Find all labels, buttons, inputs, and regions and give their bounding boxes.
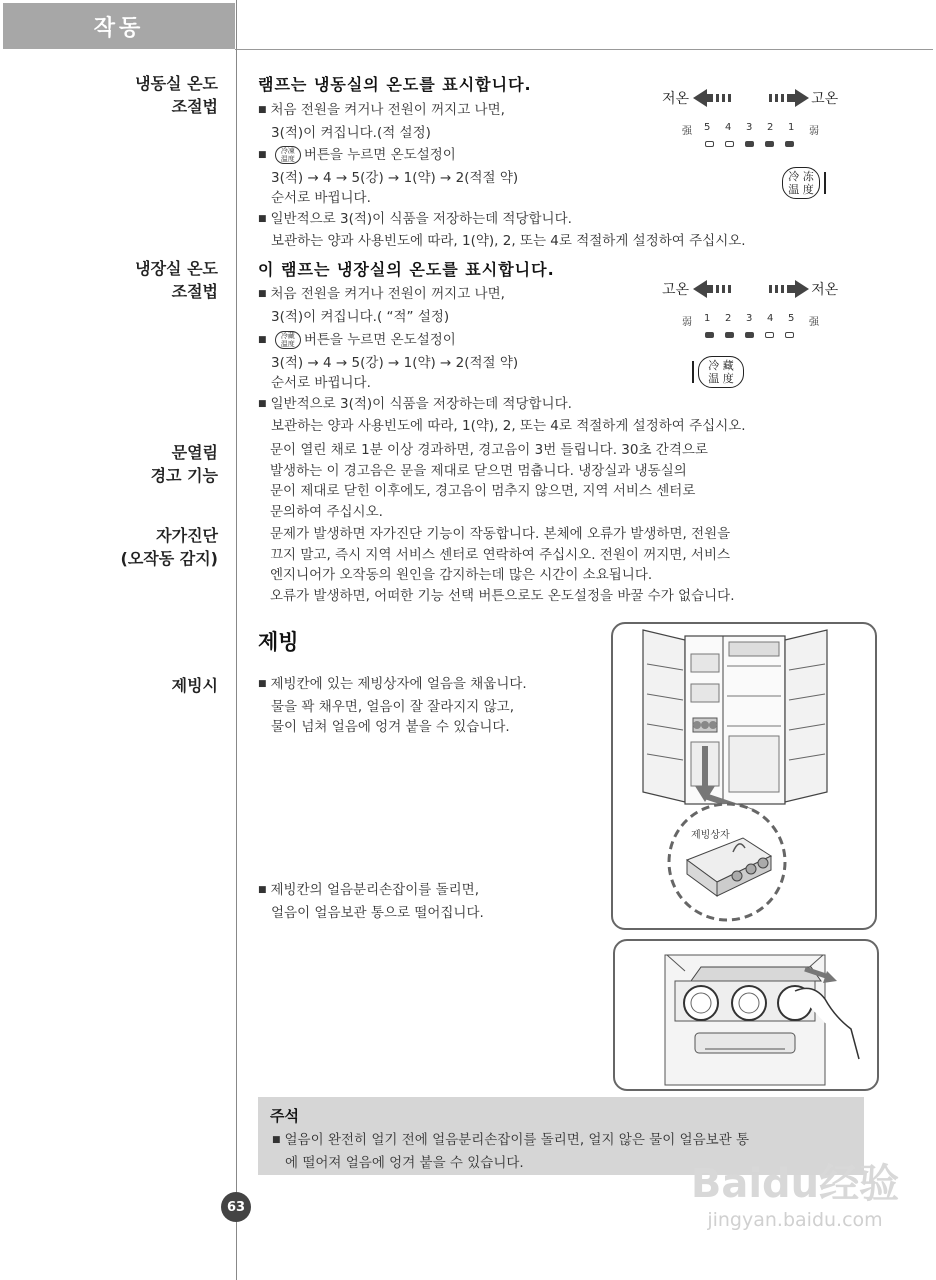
scale-label: 5 xyxy=(704,122,711,133)
door-alarm-line: 문이 열린 채로 1분 이상 경과하면, 경고음이 3번 들립니다. 30초 간격으로 xyxy=(270,442,708,458)
scale-label: 3 xyxy=(746,313,753,324)
self-diag-text xyxy=(270,524,735,606)
self-diag-label-1: 자가진단 xyxy=(156,526,218,545)
self-diag-side-label xyxy=(121,524,218,570)
lamp-off xyxy=(725,141,734,147)
self-diag-line: 오류가 발생하면, 어떠한 기능 선택 버튼으로도 온도설정을 바꿀 수가 없습니다. xyxy=(270,587,735,604)
fridge-line1b: 3(적)이 켜집니다.( “적” 설정) xyxy=(271,308,450,325)
freezer-side-label-1: 냉동실 온도 xyxy=(135,74,218,93)
section-tab: 작동 xyxy=(3,3,235,49)
watermark-brand: Baidu经验 xyxy=(690,1161,900,1207)
fridge-title: 이 램프는 냉장실의 온도를 표시합니다. xyxy=(258,260,555,279)
freezer-indicator-bar xyxy=(824,172,826,194)
freezer-title: 램프는 냉동실의 온도를 표시합니다. xyxy=(258,75,532,94)
door-alarm-side-label xyxy=(151,441,218,487)
lamp-on xyxy=(705,332,714,338)
ice-para2 xyxy=(258,880,484,923)
freezer-high-label: 고온 xyxy=(811,91,839,107)
scale-label: 弱 xyxy=(809,126,819,137)
fridge-sequence: 3(적) → 4 → 5(강) → 1(약) → 2(적절 약) xyxy=(271,354,519,371)
fridge-illustration xyxy=(611,622,877,930)
fridge-arrow-row xyxy=(662,279,852,299)
fridge-sequence-end: 순서로 바뀝니다. xyxy=(271,375,371,391)
baidu-watermark xyxy=(660,1152,930,1231)
freezer-line3: ■ 일반적으로 3(적)이 식품을 저장하는데 적당합니다. xyxy=(258,209,746,232)
freezer-line1b: 3(적)이 켜집니다.(적 설정) xyxy=(271,124,431,141)
freezer-arrow-row xyxy=(662,88,852,108)
lamp-on xyxy=(765,141,774,147)
scale-label: 2 xyxy=(725,313,732,324)
vertical-rule xyxy=(236,0,237,1280)
note-title: 주석 xyxy=(270,1107,299,1125)
freezer-low-label: 저온 xyxy=(662,91,690,107)
scale-label: 3 xyxy=(746,122,753,133)
ice-side-label: 제빙시 xyxy=(171,676,218,695)
scale-label: 4 xyxy=(725,122,732,133)
ice-tray-callout-label: 제빙상자 xyxy=(691,830,730,841)
lamp-off xyxy=(785,332,794,338)
door-alarm-line: 문이 제대로 닫힌 이후에도, 경고음이 멈추지 않으면, 지역 서비스 센터로 xyxy=(270,483,696,499)
freezer-temp-button-icon: 冷凍 温度 xyxy=(275,146,301,164)
ice-para1-line: ■ 제빙칸에 있는 제빙상자에 얼음을 채웁니다. xyxy=(258,674,527,697)
lamp-off xyxy=(705,141,714,147)
watermark-url: jingyan.baidu.com xyxy=(707,1209,883,1231)
page-number: 63 xyxy=(221,1192,251,1222)
freezer-side-label xyxy=(135,72,218,118)
lamp-on xyxy=(725,332,734,338)
lamp-on xyxy=(745,332,754,338)
freezer-sequence-end: 순서로 바뀝니다. xyxy=(271,190,371,206)
ice-para1-line: 물을 꽉 채우면, 얼음이 잘 잘라지지 않고, xyxy=(271,698,514,715)
freezer-scale xyxy=(662,122,852,137)
fridge-temp-button[interactable]: 冷 藏 温 度 xyxy=(698,356,744,388)
freezer-line3b: 보관하는 양과 사용빈도에 따라, 1(약), 2, 또는 4로 적절하게 설정하여 주십시오. xyxy=(271,233,746,249)
door-alarm-line: 문의하여 주십시오. xyxy=(270,503,383,520)
freezer-line1: ■ 처음 전원을 켜거나 전원이 꺼지고 나면, xyxy=(258,100,746,123)
open-fridge-image xyxy=(613,624,875,928)
scale-label: 弱 xyxy=(682,317,692,328)
freezer-lamps xyxy=(662,141,852,147)
ice-para1-line: 물이 넘쳐 얼음에 엉겨 붙을 수 있습니다. xyxy=(271,719,510,735)
freezer-temp-button[interactable]: 冷 冻 温 度 xyxy=(782,167,820,199)
fridge-button-line: ■ 冷藏 温度 버튼을 누르면 온도설정이 xyxy=(258,330,746,353)
self-diag-line: 엔지니어가 오작동의 원인을 감지하는데 많은 시간이 소요됩니다. xyxy=(270,567,653,583)
door-alarm-text xyxy=(270,440,708,522)
scale-label: 5 xyxy=(788,313,795,324)
freezer-button-line: ■ 冷凍 温度 버튼을 누르면 온도설정이 xyxy=(258,145,746,168)
lamp-on xyxy=(785,141,794,147)
ice-section-title: 제빙 xyxy=(258,630,299,654)
lamp-off xyxy=(765,332,774,338)
fridge-line3: ■ 일반적으로 3(적)이 식품을 저장하는데 적당합니다. xyxy=(258,394,746,417)
freezer-temp-diagram xyxy=(662,88,852,199)
note-line1: ■ 얼음이 완전히 얼기 전에 얼음분리손잡이를 돌리면, 얼지 않은 물이 얼음보관 통 xyxy=(272,1130,749,1153)
door-alarm-line: 발생하는 이 경고음은 문을 제대로 닫으면 멈춥니다. 냉장실과 냉동실의 xyxy=(270,462,687,479)
arrow-right-icon xyxy=(765,279,809,299)
fridge-temp-button-icon: 冷藏 温度 xyxy=(275,331,301,349)
fridge-indicator-bar xyxy=(692,361,694,383)
ice-para2-line: ■ 제빙칸의 얼음분리손잡이를 돌리면, xyxy=(258,880,484,903)
lamp-on xyxy=(745,141,754,147)
fridge-line1: ■ 처음 전원을 켜거나 전원이 꺼지고 나면, xyxy=(258,284,746,307)
ice-handle-image xyxy=(615,941,877,1089)
scale-label: 1 xyxy=(704,313,711,324)
ice-handle-illustration xyxy=(613,939,879,1091)
freezer-ctrl-wrap xyxy=(662,167,852,199)
fridge-lamps xyxy=(662,332,852,338)
scale-label: 1 xyxy=(788,122,795,133)
fridge-low-label: 저온 xyxy=(811,282,839,298)
scale-label: 强 xyxy=(809,317,819,328)
fridge-high-label: 고온 xyxy=(662,282,690,298)
self-diag-label-2: (오작동 감지) xyxy=(120,549,218,568)
note-line2: 에 떨어져 얼음에 엉겨 붙을 수 있습니다. xyxy=(285,1154,524,1171)
fridge-temp-diagram xyxy=(662,279,852,388)
arrow-left-icon xyxy=(693,88,737,108)
ice-para1 xyxy=(258,674,527,738)
fridge-side-label-2: 조절법 xyxy=(171,282,218,301)
scale-label: 强 xyxy=(682,126,692,137)
header-divider xyxy=(235,49,933,50)
fridge-line3b: 보관하는 양과 사용빈도에 따라, 1(약), 2, 또는 4로 적절하게 설정하여 주십시오. xyxy=(271,418,746,434)
arrow-right-icon xyxy=(765,88,809,108)
fridge-ctrl-wrap xyxy=(662,356,852,388)
ice-para2-line: 얼음이 얼음보관 통으로 떨어집니다. xyxy=(271,904,484,921)
self-diag-line: 끄지 말고, 즉시 지역 서비스 센터로 연락하여 주십시오. 전원이 꺼지면, 서비스 xyxy=(270,546,731,563)
fridge-side-label xyxy=(135,257,218,303)
arrow-left-icon xyxy=(693,279,737,299)
scale-label: 2 xyxy=(767,122,774,133)
self-diag-line: 문제가 발생하면 자가진단 기능이 작동합니다. 본체에 오류가 발생하면, 전원을 xyxy=(270,526,731,542)
fridge-scale xyxy=(662,313,852,328)
freezer-sequence: 3(적) → 4 → 5(강) → 1(약) → 2(적절 약) xyxy=(271,169,519,186)
scale-label: 4 xyxy=(767,313,774,324)
fridge-side-label-1: 냉장실 온도 xyxy=(135,259,218,278)
door-alarm-label-2: 경고 기능 xyxy=(150,466,218,485)
freezer-side-label-2: 조절법 xyxy=(171,97,218,116)
door-alarm-label-1: 문열림 xyxy=(171,443,218,462)
